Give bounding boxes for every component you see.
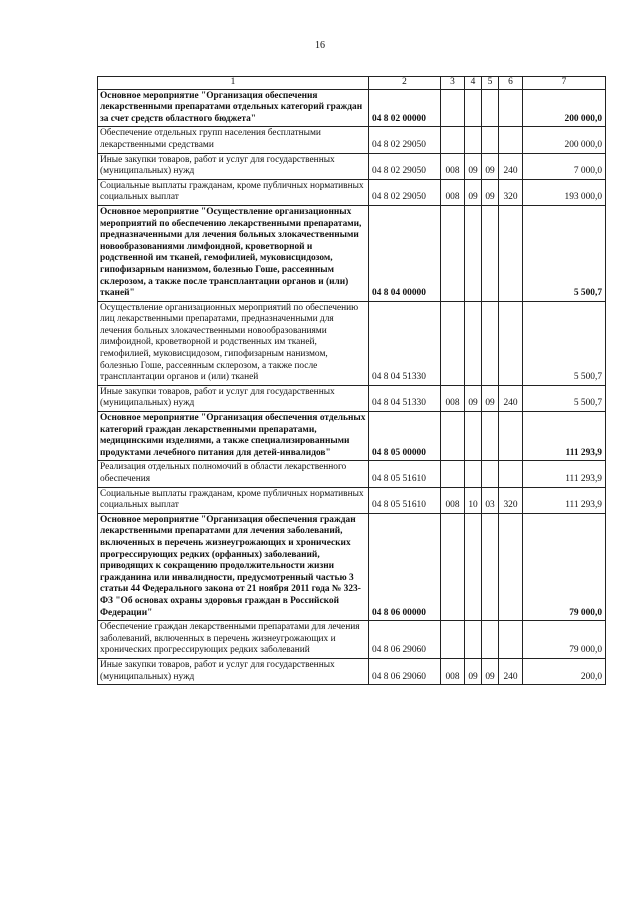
- amount-cell: 5 500,7: [523, 205, 606, 301]
- code-cell: 04 8 05 51610: [369, 487, 441, 513]
- section-code-cell: [465, 89, 482, 127]
- department-code-cell: [441, 461, 465, 487]
- amount-cell: 200,0: [523, 658, 606, 684]
- table-row: [98, 487, 606, 513]
- code-cell: 04 8 02 29050: [369, 153, 441, 179]
- item-name-cell: Основное мероприятие "Осуществление организационных мероприятий по обеспечению лекарственными препаратами, предназначенными для лечения больных злокачественными новообразованиями лимфоидной, кроветворной и родственной им тканей, гемофилией, муковисцидозом, гипофизарным нанизмом, болезнью Гоше, рассеянным склерозом, а также после трансплантации органов и (или) тканей": [98, 205, 369, 301]
- budget-table: [97, 76, 606, 685]
- department-code-cell: [441, 301, 465, 385]
- table-row: [98, 385, 606, 411]
- table-row: [98, 621, 606, 659]
- section-code-cell: [465, 205, 482, 301]
- expense-type-cell: [499, 621, 523, 659]
- table-row: [98, 127, 606, 153]
- subsection-code-cell: 09: [482, 179, 499, 205]
- item-name-cell: Основное мероприятие "Организация обеспечения отдельных категорий граждан лекарственными препаратами, медицинскими изделиями, а также специализированными продуктами лечебного питания для детей-инвалидов": [98, 412, 369, 461]
- expense-type-cell: 240: [499, 385, 523, 411]
- item-name-cell: Обеспечение граждан лекарственными препаратами для лечения заболеваний, включенных в перечень жизнеугрожающих и хронических прогрессирующих редких заболеваний: [98, 621, 369, 659]
- code-cell: 04 8 04 51330: [369, 385, 441, 411]
- expense-type-cell: [499, 301, 523, 385]
- section-code-cell: [465, 621, 482, 659]
- code-cell: 04 8 05 00000: [369, 412, 441, 461]
- item-name-cell: Основное мероприятие "Организация обеспечения лекарственными препаратами отдельных категорий граждан за счет средств областного бюджета": [98, 89, 369, 127]
- section-code-cell: [465, 461, 482, 487]
- expense-type-cell: [499, 89, 523, 127]
- subsection-code-cell: [482, 89, 499, 127]
- department-code-cell: [441, 89, 465, 127]
- amount-cell: 79 000,0: [523, 621, 606, 659]
- department-code-cell: 008: [441, 153, 465, 179]
- subsection-code-cell: [482, 205, 499, 301]
- code-cell: 04 8 06 29060: [369, 621, 441, 659]
- code-cell: 04 8 05 51610: [369, 461, 441, 487]
- section-code-cell: 09: [465, 385, 482, 411]
- column-header: 7: [523, 77, 606, 90]
- section-code-cell: 09: [465, 658, 482, 684]
- subsection-code-cell: [482, 621, 499, 659]
- item-name-cell: Основное мероприятие "Организация обеспечения граждан лекарственными препаратами для лечения заболеваний, включенных в перечень жизнеугрожающих и хронических прогрессирующих редких (орфанных) заболеваний, приводящих к сокращению продолжительности жизни гражданина или инвалидности, предусмотренный частью 3 статьи 44 Федерального закона от 21 ноября 2011 года № 323-ФЗ "Об основах охраны здоровья граждан в Российской Федерации": [98, 513, 369, 620]
- department-code-cell: [441, 412, 465, 461]
- expense-type-cell: 240: [499, 153, 523, 179]
- code-cell: 04 8 04 51330: [369, 301, 441, 385]
- table-row: [98, 89, 606, 127]
- section-code-cell: [465, 127, 482, 153]
- expense-type-cell: [499, 412, 523, 461]
- table-row: [98, 301, 606, 385]
- expense-type-cell: 320: [499, 179, 523, 205]
- amount-cell: 111 293,9: [523, 461, 606, 487]
- amount-cell: 5 500,7: [523, 385, 606, 411]
- department-code-cell: 008: [441, 179, 465, 205]
- table-row: [98, 658, 606, 684]
- department-code-cell: 008: [441, 385, 465, 411]
- amount-cell: 200 000,0: [523, 89, 606, 127]
- subsection-code-cell: 03: [482, 487, 499, 513]
- department-code-cell: [441, 205, 465, 301]
- amount-cell: 79 000,0: [523, 513, 606, 620]
- department-code-cell: [441, 127, 465, 153]
- item-name-cell: Иные закупки товаров, работ и услуг для государственных (муниципальных) нужд: [98, 153, 369, 179]
- table-row: [98, 153, 606, 179]
- department-code-cell: 008: [441, 487, 465, 513]
- column-header: 1: [98, 77, 369, 90]
- section-code-cell: [465, 412, 482, 461]
- item-name-cell: Социальные выплаты гражданам, кроме публичных нормативных социальных выплат: [98, 179, 369, 205]
- code-cell: 04 8 02 00000: [369, 89, 441, 127]
- code-cell: 04 8 04 00000: [369, 205, 441, 301]
- column-header: 2: [369, 77, 441, 90]
- code-cell: 04 8 02 29050: [369, 179, 441, 205]
- column-header: 6: [499, 77, 523, 90]
- item-name-cell: Иные закупки товаров, работ и услуг для государственных (муниципальных) нужд: [98, 385, 369, 411]
- amount-cell: 5 500,7: [523, 301, 606, 385]
- table-row: [98, 461, 606, 487]
- item-name-cell: Реализация отдельных полномочий в области лекарственного обеспечения: [98, 461, 369, 487]
- subsection-code-cell: [482, 301, 499, 385]
- table-row: [98, 412, 606, 461]
- amount-cell: 200 000,0: [523, 127, 606, 153]
- item-name-cell: Обеспечение отдельных групп населения бесплатными лекарственными средствами: [98, 127, 369, 153]
- expense-type-cell: 240: [499, 658, 523, 684]
- code-cell: 04 8 02 29050: [369, 127, 441, 153]
- amount-cell: 111 293,9: [523, 487, 606, 513]
- section-code-cell: 09: [465, 179, 482, 205]
- expense-type-cell: [499, 127, 523, 153]
- section-code-cell: [465, 301, 482, 385]
- section-code-cell: 09: [465, 153, 482, 179]
- table-row: [98, 179, 606, 205]
- subsection-code-cell: [482, 412, 499, 461]
- code-cell: 04 8 06 00000: [369, 513, 441, 620]
- section-code-cell: [465, 513, 482, 620]
- section-code-cell: 10: [465, 487, 482, 513]
- expense-type-cell: [499, 513, 523, 620]
- expense-type-cell: [499, 205, 523, 301]
- table-row: [98, 205, 606, 301]
- subsection-code-cell: 09: [482, 658, 499, 684]
- code-cell: 04 8 06 29060: [369, 658, 441, 684]
- item-name-cell: Иные закупки товаров, работ и услуг для государственных (муниципальных) нужд: [98, 658, 369, 684]
- department-code-cell: [441, 621, 465, 659]
- amount-cell: 111 293,9: [523, 412, 606, 461]
- amount-cell: 193 000,0: [523, 179, 606, 205]
- subsection-code-cell: 09: [482, 153, 499, 179]
- amount-cell: 7 000,0: [523, 153, 606, 179]
- subsection-code-cell: [482, 127, 499, 153]
- column-number-row: [98, 77, 606, 90]
- department-code-cell: 008: [441, 658, 465, 684]
- subsection-code-cell: 09: [482, 385, 499, 411]
- expense-type-cell: [499, 461, 523, 487]
- page-number: 16: [315, 40, 325, 51]
- item-name-cell: Осуществление организационных мероприятий по обеспечению лиц лекарственными препаратами, предназначенными для лечения больных злокачественными новообразованиями лимфоидной, кроветворной и родственных им тканей, гемофилией, муковисцидозом, гипофизарным нанизмом, болезнью Гоше, рассеянным склерозом, а также после трансплантации органов и (или) тканей: [98, 301, 369, 385]
- column-header: 4: [465, 77, 482, 90]
- column-header: 5: [482, 77, 499, 90]
- table-row: [98, 513, 606, 620]
- expense-type-cell: 320: [499, 487, 523, 513]
- subsection-code-cell: [482, 513, 499, 620]
- item-name-cell: Социальные выплаты гражданам, кроме публичных нормативных социальных выплат: [98, 487, 369, 513]
- department-code-cell: [441, 513, 465, 620]
- subsection-code-cell: [482, 461, 499, 487]
- column-header: 3: [441, 77, 465, 90]
